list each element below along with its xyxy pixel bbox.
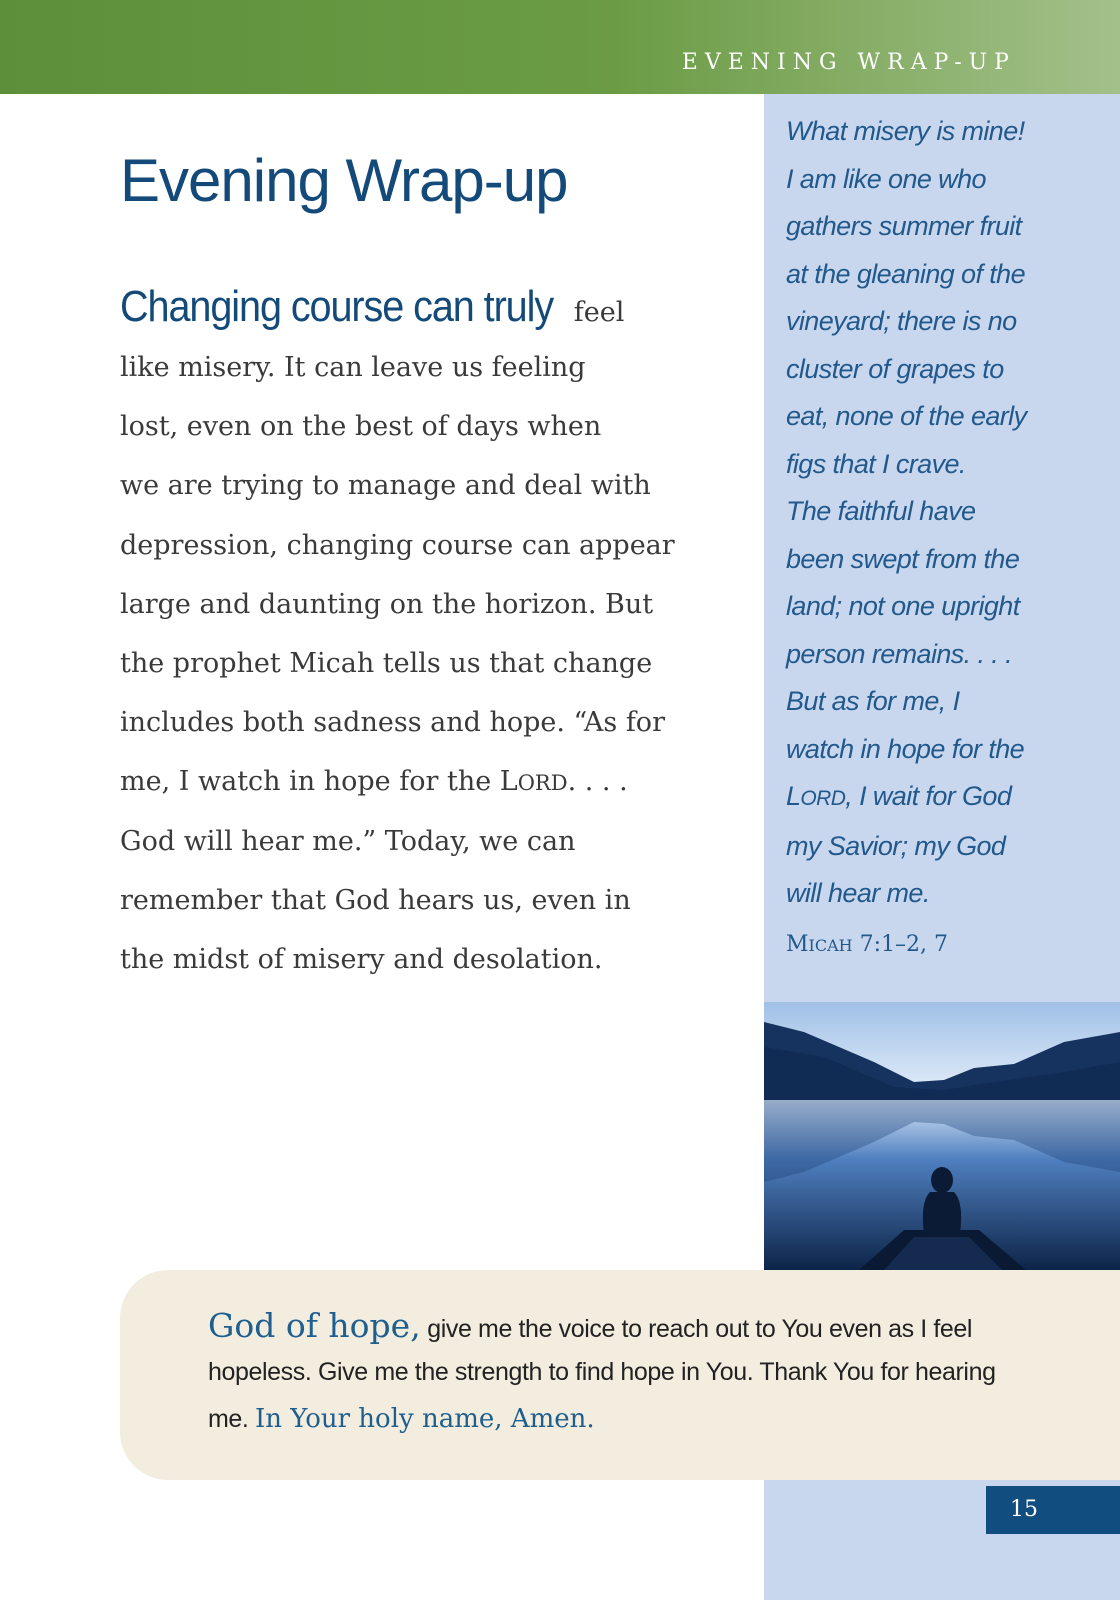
body-lord-cap: L (499, 766, 518, 798)
scripture-line: my Savior; my God (786, 830, 1006, 861)
body-line: we are trying to manage and deal with (120, 470, 651, 502)
header-bar (0, 0, 1120, 94)
scripture-line: eat, none of the early (786, 401, 1027, 431)
prayer-line1-rest: give me the voice to reach out to You even as I feel (420, 1315, 973, 1343)
scripture-citation (786, 932, 948, 957)
scripture-line: land; not one upright (786, 591, 1020, 621)
scripture-line: gathers summer fruit (786, 211, 1022, 241)
scripture-line: The faithful have (786, 496, 976, 526)
body-line: remember that God hears us, even in (120, 884, 631, 916)
scripture-line: But as for me, I (786, 686, 960, 716)
scripture-line: at the gleaning of the (786, 258, 1026, 289)
scripture-line: vineyard; there is no (786, 306, 1017, 336)
citation-small-caps: ICAH (808, 936, 853, 955)
scripture-quote (786, 108, 1112, 918)
body-line: includes both sadness and hope. “As for (120, 707, 665, 739)
body-line: lost, even on the best of days when (120, 411, 602, 443)
body-line-lord (120, 752, 740, 811)
body-line: the midst of misery and desolation. (120, 943, 603, 975)
scripture-line: figs that I crave. (786, 448, 966, 479)
scripture-line: been swept from the (786, 543, 1020, 574)
page-number: 15 (986, 1486, 1120, 1534)
devotional-body (120, 276, 740, 989)
scripture-line: What misery is mine! (786, 116, 1025, 146)
lord-cap: L (786, 781, 801, 811)
section-label: EVENING WRAP-UP (681, 50, 1016, 75)
scripture-line-lord (786, 773, 1112, 823)
body-line: God will hear me.” Today, we can (120, 825, 576, 857)
page-title: Evening Wrap-up (120, 147, 568, 214)
body-line: large and daunting on the horizon. But (120, 588, 654, 620)
prayer-closing: In Your holy name, Amen. (255, 1404, 595, 1434)
citation-reference: 7:1–2, 7 (852, 932, 948, 957)
body-line: the prophet Micah tells us that change (120, 647, 653, 679)
body-line9-after: . . . . (567, 766, 628, 798)
body-lord-small-caps: ORD (517, 771, 568, 796)
prayer-line (208, 1396, 1028, 1443)
scripture-line: person remains. . . . (786, 638, 1012, 669)
lord-small-caps: ORD (800, 787, 846, 810)
lake-illustration (764, 1002, 1120, 1270)
prayer-line: hopeless. Give me the strength to find hope in You. Thank You for hearing (208, 1358, 996, 1386)
prayer-line (208, 1302, 1028, 1349)
body-line: like misery. It can leave us feeling (120, 352, 586, 383)
scripture-line: I am like one who (786, 163, 986, 194)
prayer-line3-start: me. (208, 1405, 256, 1433)
lead-rest: feel (573, 297, 625, 328)
lead-phrase: Changing course can truly (120, 282, 554, 331)
body-line9-before: me, I watch in hope for the (120, 766, 500, 798)
prayer-text (208, 1302, 1028, 1443)
prayer-lead: God of hope, (208, 1306, 421, 1345)
body-first-line (120, 276, 740, 338)
body-line: depression, changing course can appear (120, 529, 675, 561)
scripture-line: will hear me. (786, 878, 930, 908)
citation-cap: M (786, 932, 809, 957)
lake-photo (764, 1002, 1120, 1270)
scripture-line: cluster of grapes to (786, 353, 1004, 384)
lord-rest: , I wait for God (845, 781, 1012, 811)
scripture-line: watch in hope for the (786, 733, 1025, 764)
